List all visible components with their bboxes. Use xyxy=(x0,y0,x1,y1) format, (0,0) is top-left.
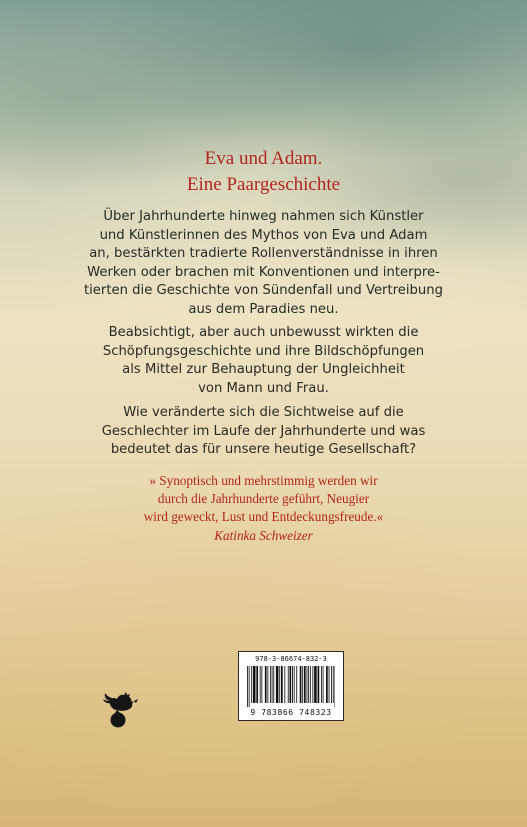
blurb-line: Über Jahrhunderte hinweg nahmen sich Künstler xyxy=(103,209,424,224)
blurb-line: Werken oder brachen mit Konventionen und interpre- xyxy=(87,264,440,280)
barcode-bar xyxy=(249,666,250,707)
ean-digits: 9 783866 748323 xyxy=(250,708,332,717)
book-title-line-2: Eine Paargeschichte xyxy=(186,174,341,195)
blurb-line: Geschlechter im Laufe der Jahrhunderte und was xyxy=(101,423,426,439)
blurb-line: von Mann und Frau. xyxy=(198,380,329,396)
barcode-bar xyxy=(300,666,302,703)
barcode-bar xyxy=(267,666,268,703)
quote-line: wird geweckt, Lust und Entdeckungsfreude.« xyxy=(143,509,384,525)
review-quote xyxy=(40,472,487,545)
barcode-bar xyxy=(256,666,258,703)
barcode-bars xyxy=(247,666,335,707)
blurb-paragraph-3 xyxy=(60,404,467,460)
barcode-bar xyxy=(279,666,280,703)
blurb-line: Schöpfungsgeschichte und ihre Bildschöpfungen xyxy=(102,343,425,359)
barcode-bar xyxy=(314,666,317,703)
barcode-bar xyxy=(253,666,256,703)
barcode-bar xyxy=(294,666,295,703)
barcode-bar xyxy=(247,666,248,707)
barcode-bar xyxy=(331,666,332,703)
barcode-bar xyxy=(304,666,306,703)
blurb-line: Beabsichtigt, aber auch unbewusst wirkten die xyxy=(108,325,419,340)
barcode-bar xyxy=(318,666,320,703)
blurb-line: an, bestärkten tradierte Rollenverständnisse in ihren xyxy=(89,246,438,262)
blurb-line: als Mittel zur Behauptung der Ungleichheit xyxy=(122,362,405,378)
blurb-line: bedeutet das für unsere heutige Gesellschaft? xyxy=(110,442,417,458)
rooster-on-globe-icon xyxy=(100,688,142,730)
blurb-line: tierten die Geschichte von Sündenfall und Vertreibung xyxy=(83,283,444,299)
barcode-bar xyxy=(310,666,311,703)
barcode-bar xyxy=(276,666,279,703)
barcode-bar xyxy=(284,666,285,703)
barcode-bar xyxy=(308,666,309,703)
isbn-label: 978-3-86674-832-3 xyxy=(255,655,327,663)
barcode-bar xyxy=(326,666,328,703)
barcode-bar xyxy=(273,666,274,703)
blurb-paragraph-2 xyxy=(60,324,467,398)
barcode-bar xyxy=(307,666,308,703)
barcode-bar xyxy=(296,666,297,703)
barcode-bar xyxy=(329,666,330,703)
barcode-bar xyxy=(260,666,261,703)
blurb-paragraph-1 xyxy=(60,208,467,320)
blurb-line: und Künstlerinnen des Mythos von Eva und Adam xyxy=(99,227,428,243)
barcode-bar xyxy=(333,666,334,703)
barcode-bar xyxy=(261,666,262,703)
barcode-bar xyxy=(292,666,293,703)
barcode-bar xyxy=(272,666,273,703)
barcode-bar xyxy=(312,666,313,703)
barcode-bar xyxy=(270,666,271,703)
barcode-bar xyxy=(290,666,292,703)
barcode-bar xyxy=(323,666,324,703)
book-title-line-1: Eva und Adam. xyxy=(204,148,323,169)
barcode-bar xyxy=(251,666,252,703)
barcode-bar xyxy=(281,666,283,703)
isbn-barcode xyxy=(238,651,344,721)
quote-author: Katinka Schweizer xyxy=(214,527,313,543)
barcode-bar xyxy=(302,666,303,703)
barcode-bar xyxy=(288,666,289,703)
barcode-bar xyxy=(265,666,267,703)
quote-line: » Synoptisch und mehrstimmig werden wir xyxy=(149,473,378,488)
blurb-line: aus dem Paradies neu. xyxy=(188,301,339,317)
blurb-line: Wie veränderte sich die Sichtweise auf die xyxy=(123,405,404,420)
quote-line: durch die Jahrhunderte geführt, Neugier xyxy=(157,491,370,507)
barcode-bar xyxy=(321,666,322,703)
